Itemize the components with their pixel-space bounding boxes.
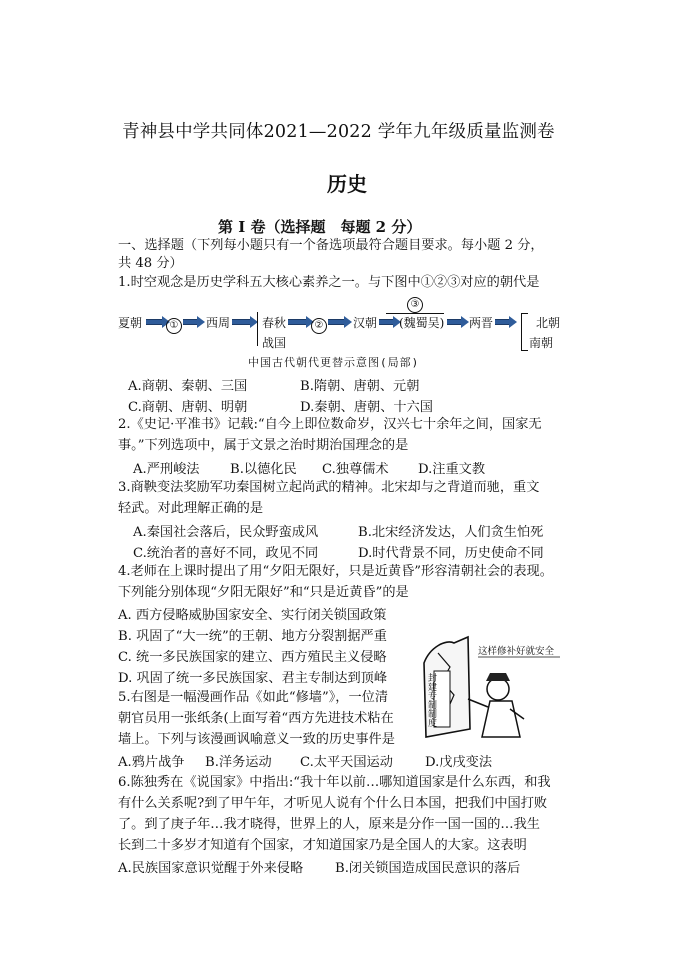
q5-option-a[interactable]: A.鸦片战争: [118, 755, 185, 770]
q1-option-d[interactable]: D.秦朝、唐朝、十六国: [300, 400, 433, 415]
q2-option-a[interactable]: A.严刑峻法: [133, 462, 200, 477]
q4-line-2: 下列能分别体现“夕阳无限好”和“只是近黄昏”的是: [118, 585, 409, 600]
q5-line-3: 墙上。下列与该漫画讽喻意义一致的历史事件是: [118, 732, 395, 747]
q5-option-b[interactable]: B.洋务运动: [205, 755, 272, 770]
diagram-xizhou: 西周: [206, 316, 231, 330]
q3-line-2: 轻武。对此理解正确的是: [118, 501, 264, 516]
q4-option-b[interactable]: B. 巩固了“大一统”的王朝、地方分裂割据严重: [118, 629, 387, 644]
diagram-weishuwu: (魏蜀吴): [399, 316, 445, 330]
q3-line-1: 3.商鞅变法奖励军功秦国树立起尚武的精神。北宋却与之背道而驰，重文: [118, 480, 540, 495]
q4-option-a[interactable]: A. 西方侵略威胁国家安全、实行闭关锁国政策: [118, 608, 387, 623]
q2-option-c[interactable]: C.独尊儒术: [322, 462, 389, 477]
q5-line-2: 朝官员用一张纸条(上面写着“西方先进技术粘在: [118, 711, 394, 726]
diagram-circle-2: ②: [311, 313, 327, 334]
diagram-caption: 中国古代朝代更替示意图(局部): [248, 356, 420, 369]
exam-title: 青神县中学共同体2021—2022 学年九年级质量监测卷: [122, 122, 555, 142]
q2-line-1: 2.《史记·平准书》记载:“自今上即位数命岁，汉兴七十余年之间，国家无: [118, 417, 542, 432]
q2-option-d[interactable]: D.注重文教: [418, 462, 486, 477]
diagram-beichao: 北朝: [536, 316, 561, 330]
diagram-circle-1: ①: [166, 313, 182, 334]
q4-option-c[interactable]: C. 统一多民族国家的建立、西方殖民主义侵略: [118, 650, 387, 665]
q4-option-d[interactable]: D. 巩固了统一多民族国家、君主专制达到顶峰: [118, 671, 388, 686]
q5-option-c[interactable]: C.太平天国运动: [300, 755, 393, 770]
q1-option-c[interactable]: C.商朝、唐朝、明朝: [128, 400, 248, 415]
q2-line-2: 事。”下列选项中，属于文景之治时期治国理念的是: [118, 438, 409, 453]
bracket-nanbei: [521, 313, 528, 351]
diagram-xia: 夏朝: [118, 316, 143, 330]
q6-option-a[interactable]: A.民族国家意识觉醒于外来侵略: [118, 861, 304, 876]
diagram-chunqiu: 春秋: [262, 316, 287, 330]
q6-line-3: 了。到了庚子年…我才晓得，世界上的人，原来是分作一国一国的…我生: [118, 817, 540, 832]
subject-title: 历史: [327, 172, 367, 196]
q3-option-d[interactable]: D.时代背景不同，历史使命不同: [358, 546, 544, 561]
cartoon-wall-text: 封建专制制度: [426, 673, 436, 727]
q1-option-b[interactable]: B.隋朝、唐朝、元朝: [300, 379, 420, 394]
q1-stem: 1.时空观念是历史学科五大核心素养之一。与下图中①②③对应的朝代是: [118, 275, 540, 290]
bracket-chunqiu: [257, 312, 258, 346]
diagram-circle-3-wrap: ③: [386, 292, 444, 314]
q5-line-1: 5.右图是一幅漫画作品《如此“修墙”》，一位清: [118, 690, 389, 705]
q6-option-b[interactable]: B.闭关锁国造成国民意识的落后: [335, 861, 521, 876]
q6-line-2: 有什么关系呢?到了甲午年，才听见人说有个什么日本国，把我们中国打败: [118, 796, 548, 811]
q4-line-1: 4.老师在上课时提出了用“夕阳无限好，只是近黄昏”形容清朝社会的表现。: [118, 564, 553, 579]
instructions-line-2: 共 48 分）: [118, 256, 183, 271]
diagram-liangjin: 两晋: [469, 316, 494, 330]
q2-option-b[interactable]: B.以德化民: [230, 462, 297, 477]
q6-line-1: 6.陈独秀在《说国家》中指出:“我十年以前…哪知道国家是什么东西，和我: [118, 775, 551, 790]
q5-option-d[interactable]: D.戊戌变法: [425, 755, 493, 770]
q3-option-b[interactable]: B.北宋经济发达，人们贪生怕死: [358, 525, 544, 540]
section-title: 第 I 卷（选择题 每题 2 分）: [218, 218, 422, 236]
cartoon-image: [420, 633, 568, 743]
q3-option-c[interactable]: C.统治者的喜好不同，政见不同: [133, 546, 319, 561]
cartoon-speech-text: 这样修补好就安全: [478, 646, 555, 657]
instructions-line-1: 一、选择题（下列每小题只有一个备选项最符合题目要求。每小题 2 分，: [118, 238, 544, 253]
q1-option-a[interactable]: A.商朝、秦朝、三国: [128, 379, 248, 394]
q3-option-a[interactable]: A.秦国社会落后，民众野蛮成风: [133, 525, 319, 540]
diagram-hanchao: 汉朝: [353, 316, 378, 330]
diagram-zhanguo: 战国: [262, 336, 287, 350]
diagram-nanchao: 南朝: [529, 336, 554, 350]
q6-line-4: 长到二十多岁才知道有个国家，才知道国家乃是全国人的大家。这表明: [118, 838, 527, 853]
